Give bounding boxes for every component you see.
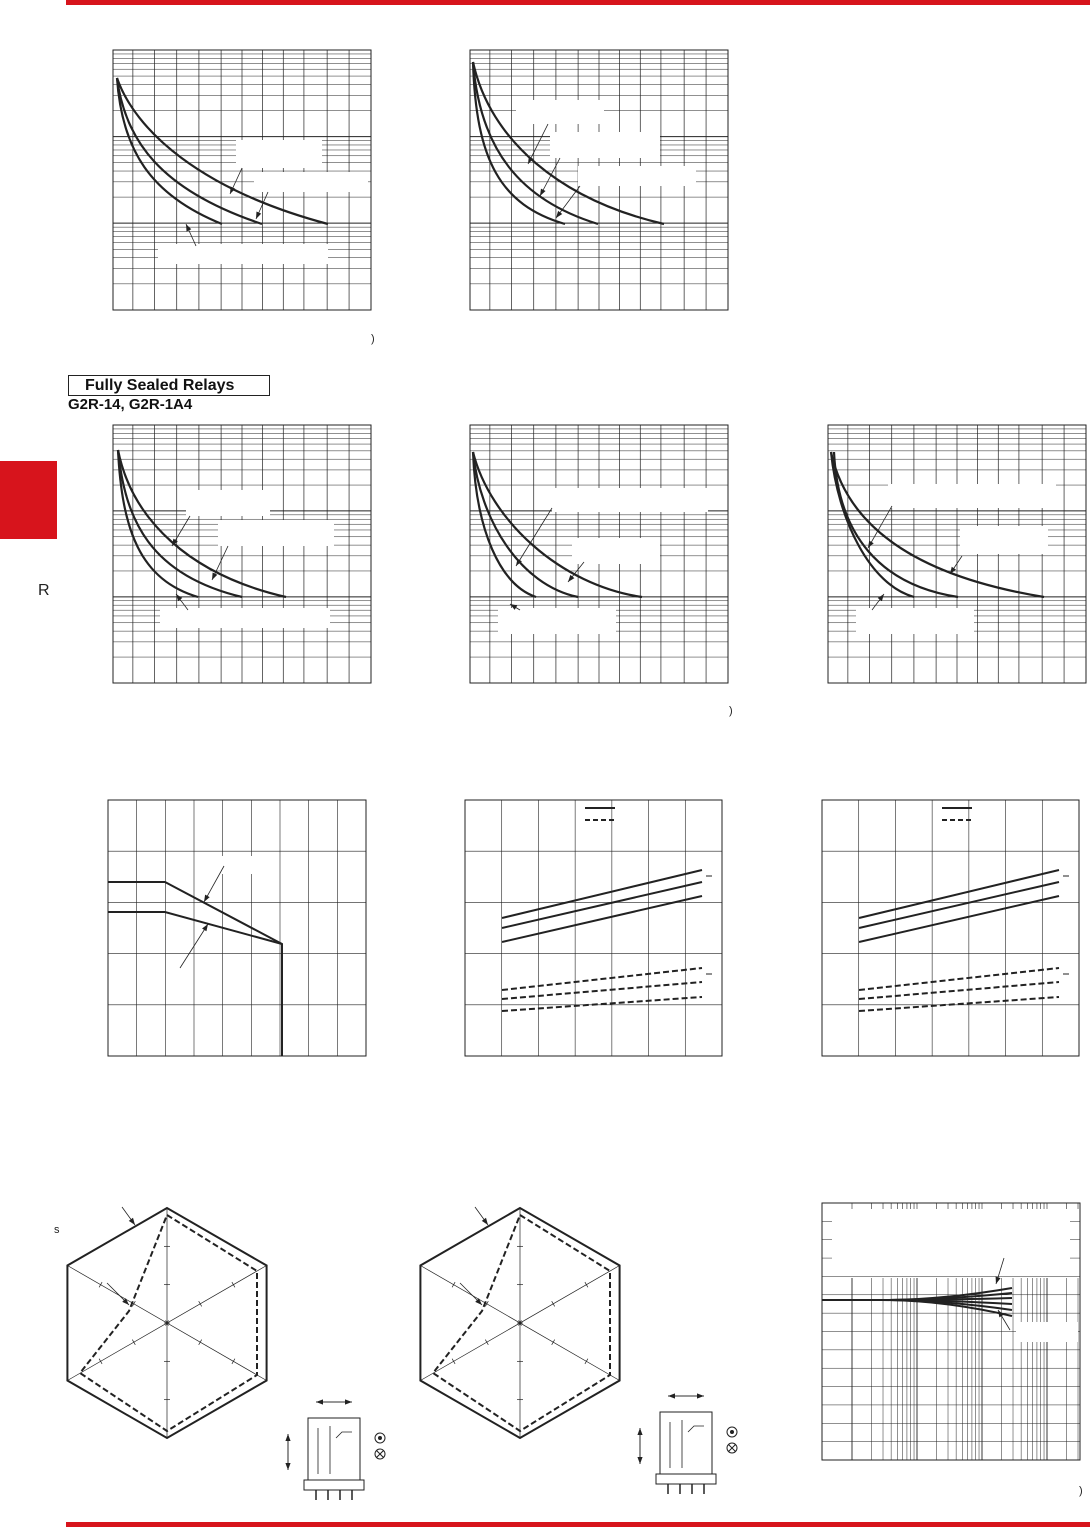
direction-symbol-dot xyxy=(378,1436,382,1440)
axis-tick xyxy=(452,1282,455,1287)
label-box xyxy=(516,100,604,124)
life-chart-3 xyxy=(113,425,371,683)
axis-tick xyxy=(199,1301,202,1306)
section-title: Fully Sealed Relays xyxy=(85,377,235,394)
page-mark: ) xyxy=(729,705,733,717)
relay-body xyxy=(308,1418,360,1480)
axis-tick xyxy=(199,1340,202,1345)
axis-tick xyxy=(452,1359,455,1364)
plot-frame xyxy=(108,800,366,1056)
label-box xyxy=(218,520,334,546)
label-box xyxy=(572,538,660,564)
label-box xyxy=(1016,1322,1078,1342)
label-area xyxy=(832,1215,1070,1275)
axis-tick xyxy=(232,1282,235,1287)
relay-body xyxy=(660,1412,712,1474)
label-box xyxy=(186,490,270,516)
axis-tick xyxy=(585,1359,588,1364)
arrow-head xyxy=(482,1218,488,1225)
axis-tick xyxy=(99,1282,102,1287)
label-box xyxy=(236,140,322,168)
axis-tick xyxy=(485,1340,488,1345)
label-box xyxy=(498,608,616,634)
vibration-diagram-1 xyxy=(67,1208,266,1438)
axis-tick xyxy=(232,1359,235,1364)
model-label: G2R-14, G2R-1A4 xyxy=(68,396,193,413)
axis-tick xyxy=(552,1301,555,1306)
arrow-head xyxy=(637,1428,642,1435)
derating-chart xyxy=(108,800,366,1056)
axis-tick xyxy=(585,1282,588,1287)
label-box xyxy=(578,166,696,186)
axis-tick xyxy=(99,1359,102,1364)
axis-tick xyxy=(132,1340,135,1345)
page-mark: s xyxy=(54,1224,60,1236)
arrow-head xyxy=(316,1399,323,1404)
label-box xyxy=(218,856,270,874)
relay-orientation-sketch-2 xyxy=(656,1412,737,1494)
page-mark: ) xyxy=(371,333,375,345)
label-box xyxy=(158,244,328,264)
label-box xyxy=(856,608,974,634)
relay-orientation-sketch-1 xyxy=(304,1418,385,1500)
label-box xyxy=(254,172,368,192)
relay-base xyxy=(656,1474,716,1484)
side-index-letter: R xyxy=(38,582,50,599)
direction-symbol-dot xyxy=(730,1430,734,1434)
page-mark: ) xyxy=(1079,1485,1083,1497)
relay-base xyxy=(304,1480,364,1490)
arrow-head xyxy=(285,1434,290,1441)
axis-tick xyxy=(552,1340,555,1345)
label-box xyxy=(550,132,660,158)
vibration-diagram-2 xyxy=(420,1208,619,1438)
label-box xyxy=(888,484,1056,508)
label-box xyxy=(552,488,708,512)
label-box xyxy=(960,526,1048,554)
arrow-head xyxy=(129,1218,135,1225)
arrow-head xyxy=(668,1393,675,1398)
label-box xyxy=(160,608,330,628)
